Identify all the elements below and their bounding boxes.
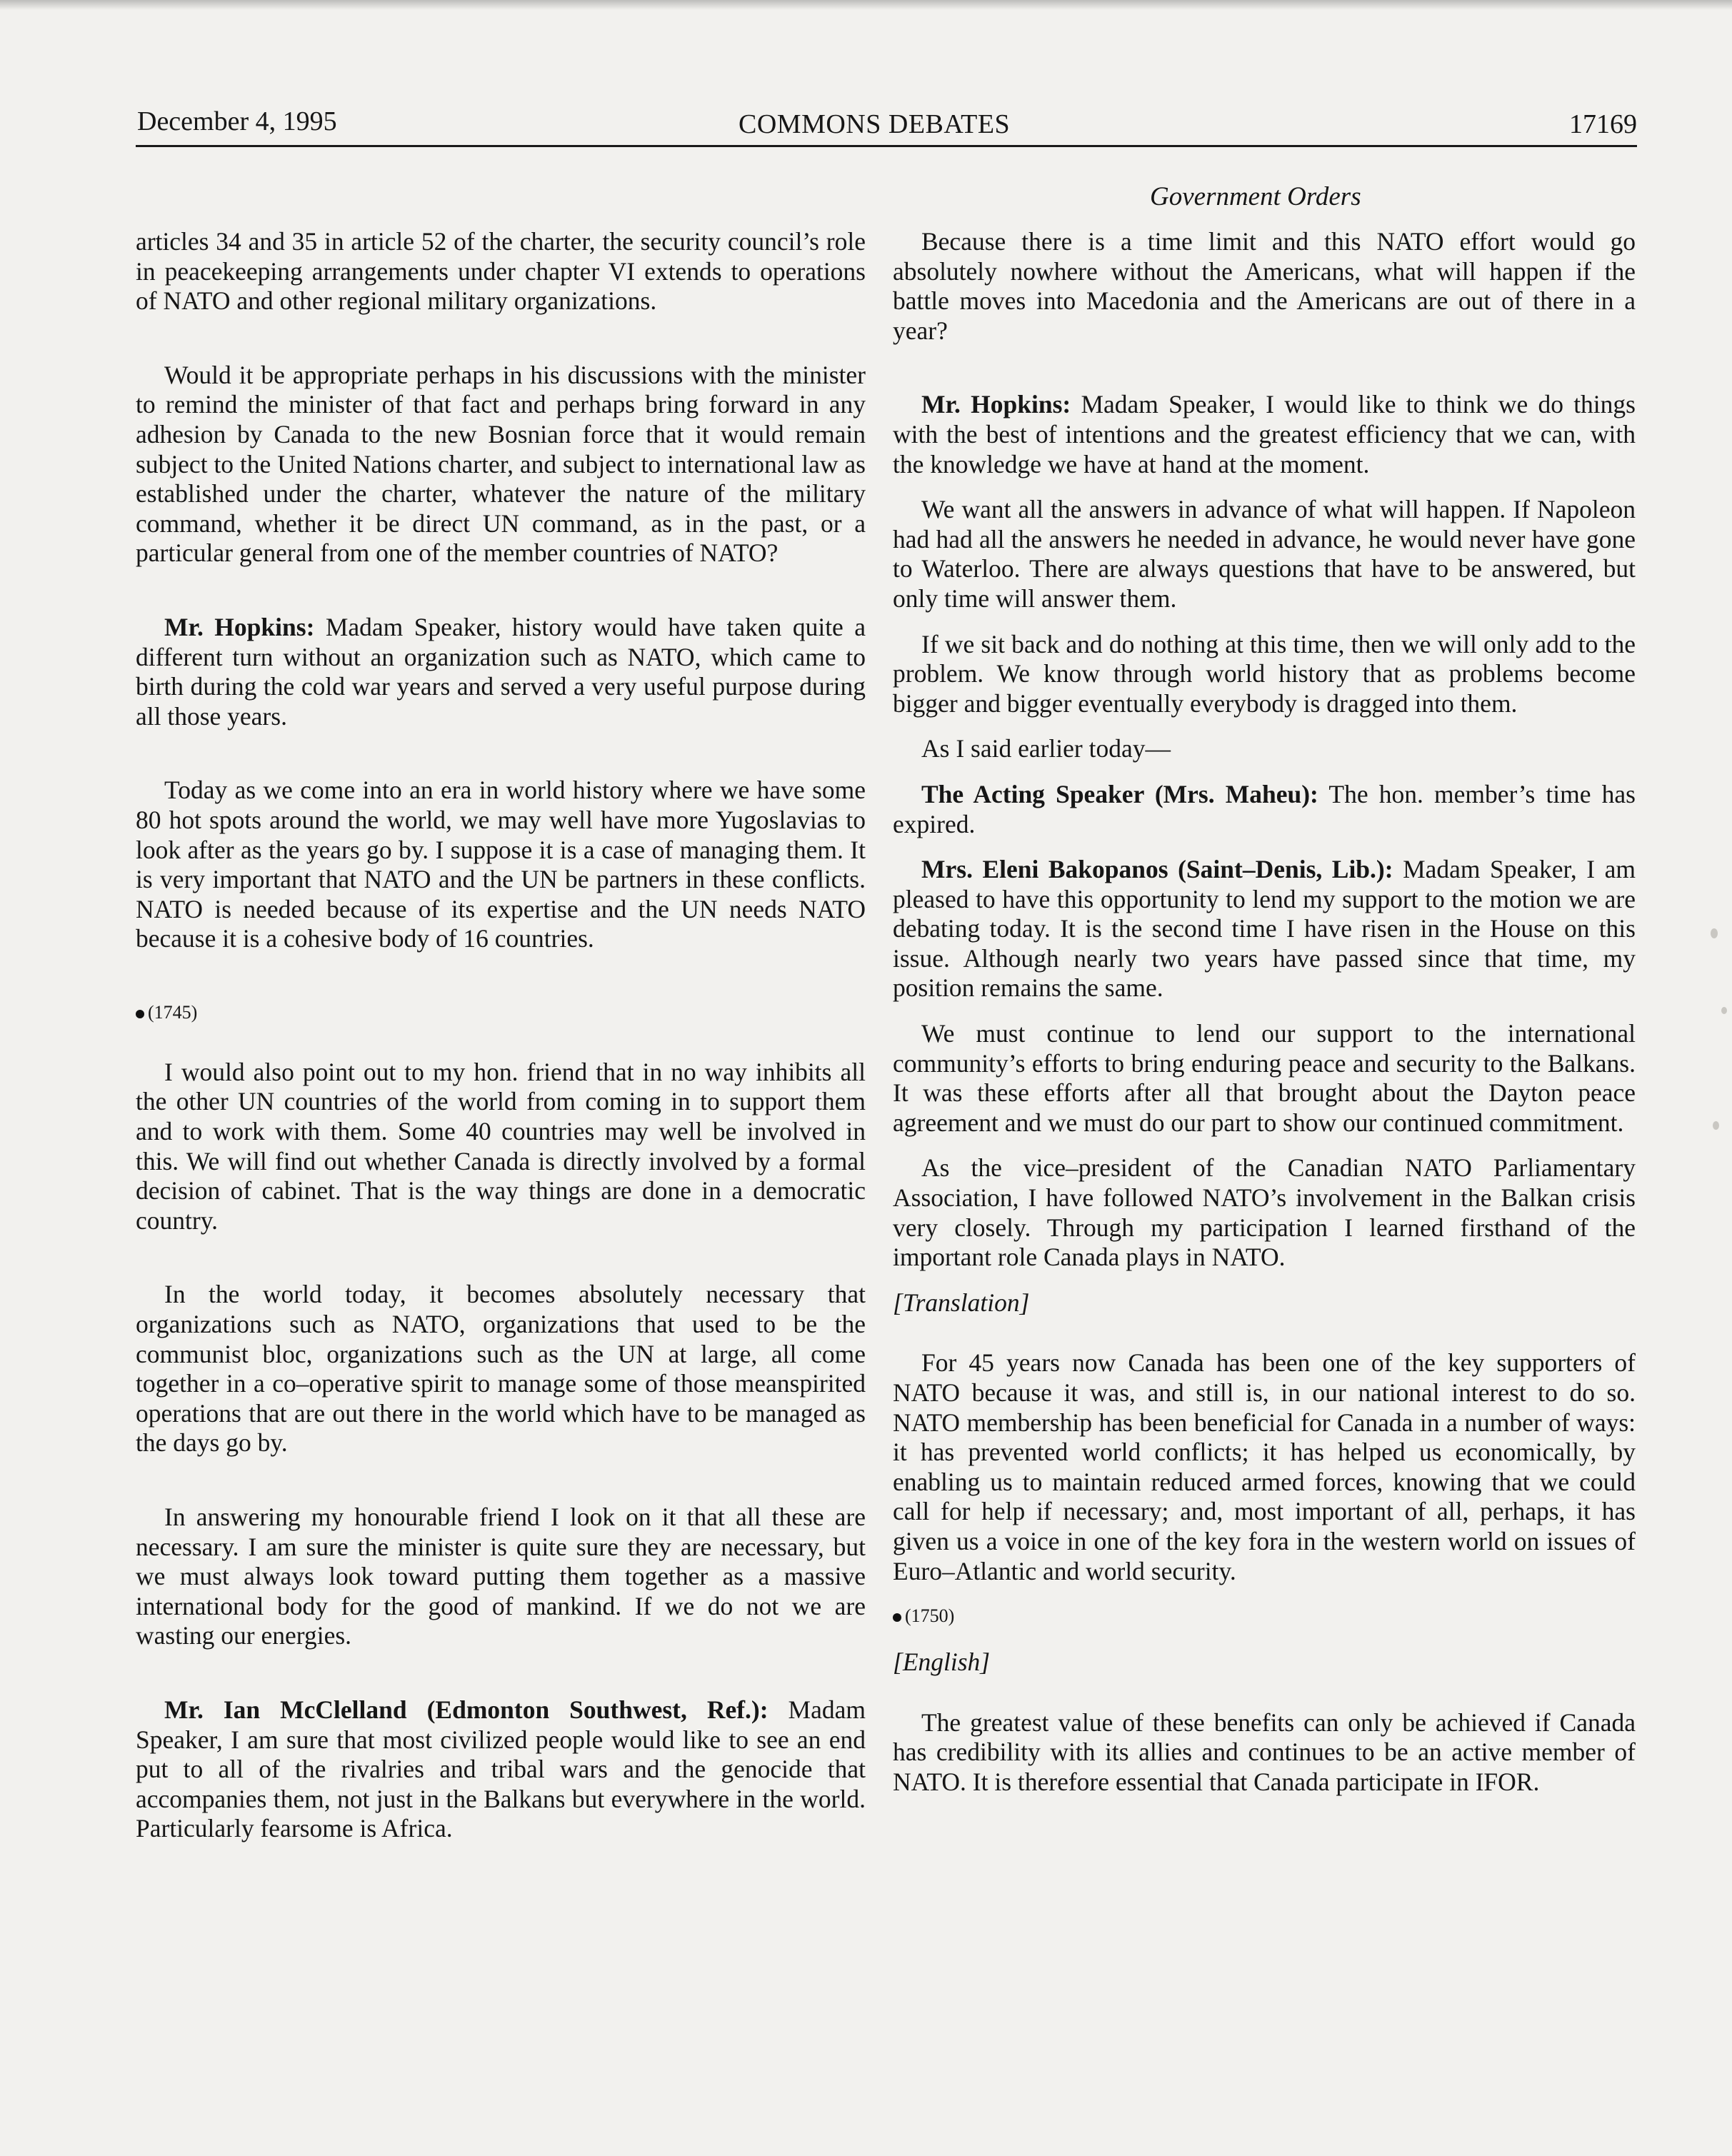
bullet-icon	[136, 1010, 144, 1018]
scan-speck	[1711, 928, 1718, 938]
paragraph: In answering my honourable friend I look on it that all these are necessary. I am sure the minister is quite sure they are necessary, but we must always look toward putting them together as a massive international body for the good of mankind. If we do not we are wasting our energies.	[136, 1503, 866, 1650]
header-date: December 4, 1995	[137, 106, 337, 136]
speech-text: The hon. member’s time has expired.	[893, 779, 1636, 838]
header-page-number: 17169	[1569, 109, 1637, 139]
speech-paragraph	[136, 613, 866, 731]
language-note: [English]	[893, 1648, 991, 1677]
speaker-name: Mr. Hopkins:	[164, 612, 315, 641]
speech-text: Madam Speaker, I would like to think we do things with the best of intentions and the greatest efficiency that we can, with the knowledge we have at hand at the moment.	[893, 390, 1636, 478]
time-marker-label: (1745)	[148, 1001, 198, 1023]
speech-text: Madam Speaker, I am sure that most civilized people would like to see an end put to all of the rivalries and tribal wars and the genocide that accompanies them, not just in the Balkans but everywhere in the world. Particularly fearsome is Africa.	[136, 1695, 866, 1843]
paragraph: I would also point out to my hon. friend that in no way inhibits all the other UN countries of the world from coming in to support them and to work with them. Some 40 countries may well be involved in this. We will find out whether Canada is directly involved by a formal decision of cabinet. That is the way things are done in a democratic country.	[136, 1057, 866, 1235]
paragraph: If we sit back and do nothing at this time, then we will only add to the problem. We know through world history that as problems become bigger and bigger eventually everybody is dragged into them.	[893, 629, 1636, 718]
speech-paragraph	[893, 780, 1636, 839]
speech-text: Madam Speaker, history would have taken quite a different turn without an organization such as NATO, which came to birth during the cold war years and served a very useful purpose during all those years.	[136, 612, 866, 731]
paragraph: We want all the answers in advance of what will happen. If Napoleon had had all the answers he needed in advance, he would never have gone to Waterloo. There are always questions that have to be answered, but only time will answer them.	[893, 495, 1636, 613]
paragraph: For 45 years now Canada has been one of the key supporters of NATO because it was, and still is, in our national interest to do so. NATO membership has been beneficial for Canada in a number of ways: it has prevented world conflicts; it has helped us economically, by enabling us to maintain reduced armed forces, knowing that we could call for help if necessary; and, most important of all, perhaps, it has given us a voice in one of the key fora in the western world on issues of Euro–Atlantic and world security.	[893, 1348, 1636, 1585]
page-header	[137, 106, 1637, 143]
speech-text: Madam Speaker, I am pleased to have this opportunity to lend my support to the motion we are debating today. It is the second time I have risen in the House on this issue. Although nearly two years have passed since that time, my position remains the same.	[893, 855, 1636, 1003]
time-marker-label: (1750)	[905, 1605, 955, 1627]
time-marker	[893, 1602, 1636, 1630]
speaker-name: Mr. Ian McClelland (Edmonton Southwest, Ref.):	[164, 1695, 769, 1724]
paragraph: The greatest value of these benefits can only be achieved if Canada has credibility with its allies and continues to be an active member of NATO. It is therefore essential that Canada participate in IFOR.	[893, 1708, 1636, 1796]
header-rule	[136, 145, 1637, 147]
paragraph: Would it be appropriate perhaps in his discussions with the minister to remind the minister of that fact and perhaps bring forward in any adhesion by Canada to the new Bosnian force that it would remain subject to the United Nations charter, and subject to international law as established under the charter, whatever the nature of the military command, whether it be direct UN command, as in the past, or a particular general from one of the member countries of NATO?	[136, 360, 866, 568]
bullet-icon	[893, 1613, 901, 1622]
scan-speck	[1721, 1007, 1727, 1014]
left-column	[136, 227, 866, 1875]
right-column	[893, 227, 1636, 1828]
scan-edge-shadow	[0, 0, 1732, 10]
header-publication-title: COMMONS DEBATES	[739, 109, 1011, 139]
scan-speck	[1713, 1121, 1719, 1130]
speech-paragraph	[893, 390, 1636, 479]
paragraph: Today as we come into an era in world history where we have some 80 hot spots around the world, we may well have more Yugoslavias to look after as the years go by. I suppose it is a case of managing them. It is very important that NATO and the UN be partners in these conflicts. NATO is needed because of its expertise and the UN needs NATO because it is a cohesive body of 16 countries.	[136, 776, 866, 953]
paragraph: As I said earlier today—	[921, 734, 1171, 763]
paragraph: In the world today, it becomes absolutely necessary that organizations such as NATO, organizations that used to be the communist bloc, organizations such as the UN at large, all come together in a co–operative spirit to manage some of those meanspirited operations that are out there in the world which have to be managed as the days go by.	[136, 1280, 866, 1458]
speaker-name: Mrs. Eleni Bakopanos (Saint–Denis, Lib.):	[921, 855, 1393, 884]
paragraph: articles 34 and 35 in article 52 of the charter, the security council’s role in peacekeeping arrangements under chapter VI extends to operations of NATO and other regional military organizations.	[136, 227, 866, 316]
speaker-name: The Acting Speaker (Mrs. Maheu):	[921, 779, 1318, 808]
paragraph: Because there is a time limit and this NATO effort would go absolutely nowhere without the Americans, what will happen if the battle moves into Macedonia and the Americans are out of there in a year?	[893, 227, 1636, 345]
speech-paragraph	[136, 1695, 866, 1844]
paragraph: We must continue to lend our support to the international community’s efforts to bring enduring peace and security to the Balkans. It was these efforts after all that brought about the Dayton peace agreement and we must do our part to show our continued commitment.	[893, 1019, 1636, 1137]
time-marker	[136, 998, 866, 1027]
language-note: [Translation]	[893, 1288, 1030, 1317]
speech-paragraph	[893, 855, 1636, 1003]
paragraph: As the vice–president of the Canadian NATO Parliamentary Association, I have followed NATO’s involvement in the Balkan crisis very closely. Through my participation I learned firsthand of the important role Canada plays in NATO.	[893, 1153, 1636, 1272]
section-title: Government Orders	[1150, 182, 1361, 211]
speaker-name: Mr. Hopkins:	[921, 390, 1071, 419]
